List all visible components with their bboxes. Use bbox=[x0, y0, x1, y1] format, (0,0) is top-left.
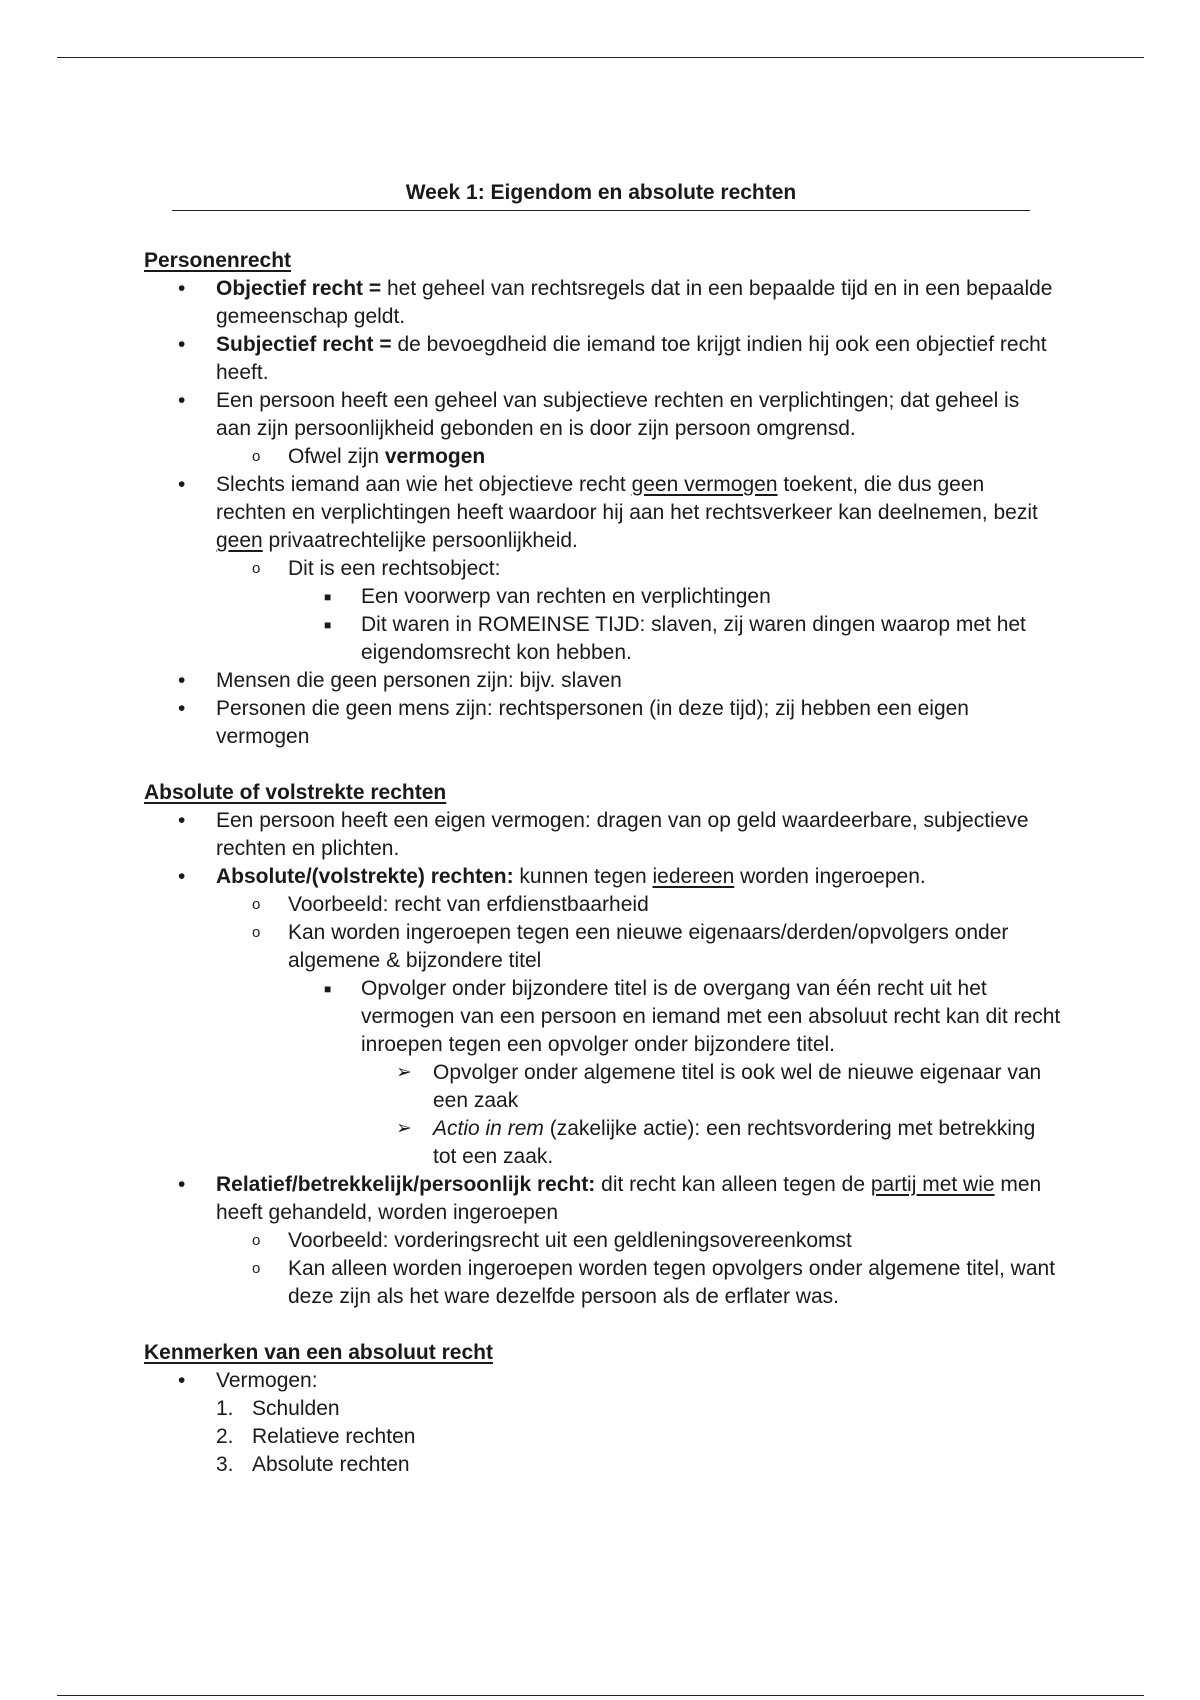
section-heading-kenmerken: Kenmerken van een absoluut recht bbox=[144, 1341, 493, 1364]
bullet-vermogen bbox=[0, 1367, 1056, 1395]
bullet-absolute-rechten bbox=[0, 863, 1056, 891]
definition: kunnen tegen bbox=[513, 865, 653, 888]
top-rule bbox=[57, 57, 1144, 58]
bullet-text: Personen die geen mens zijn: rechtspersonen (in deze tijd); zij hebben een eigen vermogen bbox=[216, 697, 969, 748]
underlined-text: iedereen bbox=[652, 865, 735, 888]
bullet-icon: • bbox=[178, 1173, 186, 1196]
sub-bullet-voorbeeld-erfdienstbaarheid bbox=[0, 891, 1058, 919]
arrow-bullet-actio-in-rem bbox=[0, 1115, 1063, 1171]
definition: dit recht kan alleen tegen de bbox=[595, 1173, 871, 1196]
square-bullet-icon: ■ bbox=[324, 590, 332, 604]
numbered-item bbox=[0, 1423, 1200, 1451]
bullet-text: Een persoon heeft een eigen vermogen: dragen van op geld waardeerbare, subjectieve rechten en plichten. bbox=[216, 809, 1029, 860]
bullet-icon: • bbox=[178, 697, 186, 720]
sub-bullet-rechtsobject bbox=[0, 555, 1058, 583]
list-item-text: Absolute rechten bbox=[252, 1453, 410, 1476]
list-item-text: Relatieve rechten bbox=[252, 1425, 416, 1448]
circle-bullet-icon: o bbox=[252, 1232, 261, 1249]
circle-bullet-icon: o bbox=[252, 1260, 261, 1277]
circle-bullet-icon: o bbox=[252, 448, 261, 465]
circle-bullet-icon: o bbox=[252, 896, 261, 913]
arrow-bullet-algemene-titel bbox=[0, 1059, 1063, 1115]
square-bullet-text: Opvolger onder bijzondere titel is de overgang van één recht uit het vermogen van een persoon en iemand met een absoluut recht kan dit recht inroepen tegen een opvolger onder bijzondere titel. bbox=[361, 977, 1061, 1056]
sub-bullet-bold: vermogen bbox=[384, 445, 486, 468]
bullet-text: toekent, die dus geen rechten en verplichtingen heeft waardoor hij aan het rechtsverkeer kan deelnemen, bezit bbox=[216, 473, 1038, 524]
underlined-text: geen vermogen bbox=[631, 473, 778, 496]
bullet-text: privaatrechtelijke persoonlijkheid. bbox=[262, 529, 578, 552]
term: Absolute/(volstrekte) rechten: bbox=[216, 865, 514, 888]
bullet-subjectief-recht bbox=[0, 331, 1056, 387]
bullet-text: Een persoon heeft een geheel van subjectieve rechten en verplichtingen; dat geheel is aan zijn persoonlijkheid gebonden en is door zijn persoon omgrensd. bbox=[216, 389, 1020, 440]
list-number: 2. bbox=[216, 1425, 234, 1448]
bullet-mensen-geen-personen bbox=[0, 667, 1056, 695]
definition: worden ingeroepen. bbox=[734, 865, 926, 888]
circle-bullet-icon: o bbox=[252, 924, 261, 941]
bullet-icon: • bbox=[178, 333, 186, 356]
square-bullet-icon: ■ bbox=[324, 618, 332, 632]
list-number: 1. bbox=[216, 1397, 234, 1420]
square-bullet-romeinse-tijd bbox=[0, 611, 1061, 667]
bottom-rule bbox=[57, 1695, 1144, 1696]
bullet-relatief-recht bbox=[0, 1171, 1056, 1227]
sub-bullet-text: Voorbeeld: vorderingsrecht uit een geldleningsovereenkomst bbox=[288, 1229, 852, 1252]
sub-bullet-text: Ofwel zijn bbox=[288, 445, 385, 468]
bullet-icon: • bbox=[178, 865, 186, 888]
sub-bullet-voorbeeld-vorderingsrecht bbox=[0, 1227, 1058, 1255]
definition: men heeft gehandeld, worden ingeroepen bbox=[216, 1173, 1042, 1224]
circle-bullet-icon: o bbox=[252, 560, 261, 577]
document-body bbox=[0, 247, 1200, 1479]
square-bullet-icon: ■ bbox=[324, 982, 332, 996]
bullet-eigen-vermogen bbox=[0, 807, 1056, 863]
bullet-persoon-geheel bbox=[0, 387, 1056, 443]
bullet-objectief-recht bbox=[0, 275, 1056, 331]
section-heading-absolute-rechten: Absolute of volstrekte rechten bbox=[144, 781, 447, 804]
bullet-icon: • bbox=[178, 473, 186, 496]
numbered-item bbox=[0, 1395, 1200, 1423]
square-bullet-text: Dit waren in ROMEINSE TIJD: slaven, zij waren dingen waarop met het eigendomsrecht kon hebben. bbox=[361, 613, 1026, 664]
bullet-icon: • bbox=[178, 277, 186, 300]
sub-bullet-text: Kan alleen worden ingeroepen worden tegen opvolgers onder algemene titel, want deze zijn als het ware dezelfde persoon als de erflater was. bbox=[288, 1257, 1056, 1308]
arrow-bullet-icon: ➢ bbox=[396, 1062, 412, 1083]
bullet-icon: • bbox=[178, 389, 186, 412]
bullet-icon: • bbox=[178, 1369, 186, 1392]
term: Subjectief recht = bbox=[216, 333, 392, 356]
numbered-item bbox=[0, 1451, 1200, 1479]
sub-bullet-vermogen bbox=[0, 443, 1058, 471]
definition: het geheel van rechtsregels dat in een bepaalde tijd en in een bepaalde gemeenschap geldt. bbox=[216, 277, 1053, 328]
sub-bullet-text: Voorbeeld: recht van erfdienstbaarheid bbox=[288, 893, 649, 916]
arrow-bullet-icon: ➢ bbox=[396, 1118, 412, 1139]
square-bullet-text: Een voorwerp van rechten en verplichtingen bbox=[361, 585, 771, 608]
bullet-geen-vermogen bbox=[0, 471, 1056, 555]
bullet-icon: • bbox=[178, 669, 186, 692]
arrow-bullet-text: (zakelijke actie): een rechtsvordering met betrekking tot een zaak. bbox=[433, 1117, 1036, 1168]
bullet-icon: • bbox=[178, 809, 186, 832]
bullet-personen-geen-mens bbox=[0, 695, 1056, 751]
italic-term: Actio in rem bbox=[433, 1117, 544, 1140]
bullet-text: Mensen die geen personen zijn: bijv. slaven bbox=[216, 669, 622, 692]
document-title: Week 1: Eigendom en absolute rechten bbox=[172, 180, 1030, 211]
sub-bullet-text: Dit is een rechtsobject: bbox=[288, 557, 501, 580]
list-item-text: Schulden bbox=[252, 1397, 340, 1420]
bullet-text: Slechts iemand aan wie het objectieve recht bbox=[216, 473, 632, 496]
square-bullet-voorwerp bbox=[0, 583, 1061, 611]
underlined-text: partij met wie bbox=[870, 1173, 995, 1196]
bullet-text: Vermogen: bbox=[216, 1369, 318, 1392]
sub-bullet-text: Kan worden ingeroepen tegen een nieuwe eigenaars/derden/opvolgers onder algemene & bijzondere titel bbox=[288, 921, 1009, 972]
section-heading-personenrecht: Personenrecht bbox=[144, 249, 292, 272]
definition: de bevoegdheid die iemand toe krijgt indien hij ook een objectief recht heeft. bbox=[216, 333, 1047, 384]
sub-bullet-ingeroepen-tegen bbox=[0, 919, 1058, 975]
arrow-bullet-text: Opvolger onder algemene titel is ook wel de nieuwe eigenaar van een zaak bbox=[433, 1061, 1042, 1112]
square-bullet-bijzondere-titel bbox=[0, 975, 1061, 1059]
term: Objectief recht = bbox=[216, 277, 382, 300]
list-number: 3. bbox=[216, 1453, 234, 1476]
sub-bullet-opvolgers-algemene-titel bbox=[0, 1255, 1058, 1311]
term: Relatief/betrekkelijk/persoonlijk recht: bbox=[216, 1173, 596, 1196]
underlined-text: geen bbox=[216, 529, 263, 552]
